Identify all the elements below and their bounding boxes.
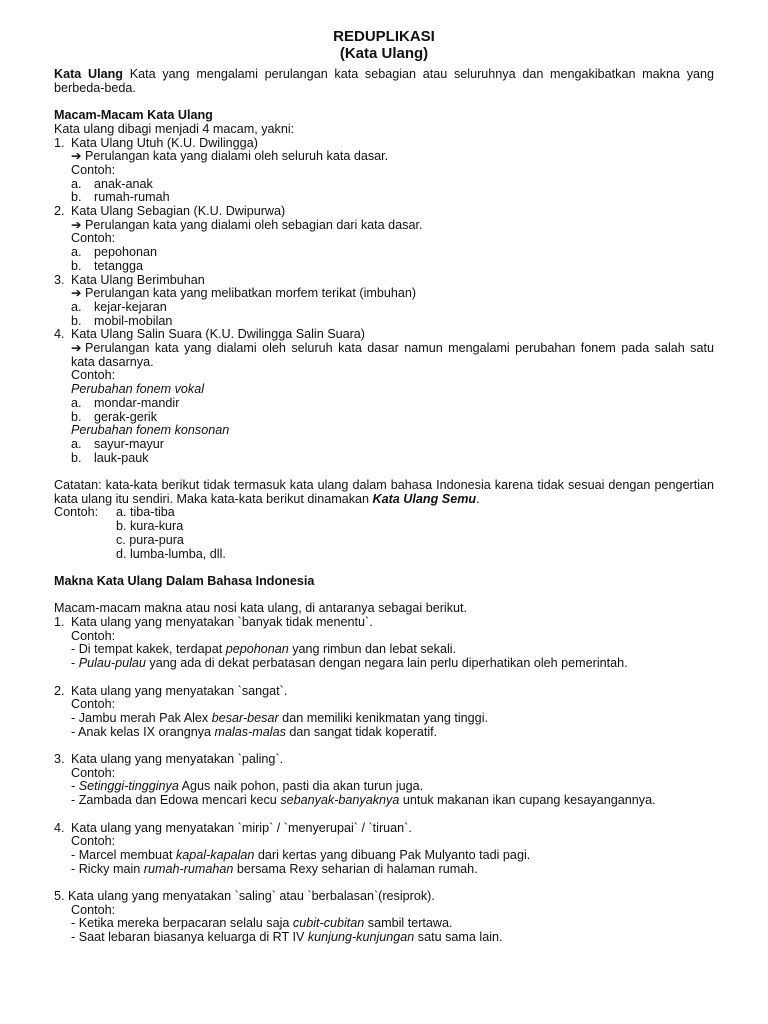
macam-item-4-body: ➔ Perulangan kata yang dialami oleh seluruh kata dasar namun mengalami perubahan fonem pada salah satu kata dasarnya. Contoh: Perubahan fonem vokal a. mondar-mandir b. gerak-gerik Perubahan fonem konsonan a. sayur-mayur b. lauk-pauk (71, 341, 714, 465)
macam-item-2: 2. Kata Ulang Sebagian (K.U. Dwipurwa) (54, 205, 714, 219)
macam-item-1: 1. Kata Ulang Utuh (K.U. Dwilingga) (54, 137, 714, 151)
list-item: a. mondar-mandir (71, 395, 180, 410)
example-sentence: - Saat lebaran biasanya keluarga di RT IV kunjung-kunjungan satu sama lain. (71, 930, 503, 945)
list-item: b. gerak-gerik (71, 409, 157, 424)
macam-item-3-body: ➔ Perulangan kata yang melibatkan morfem terikat (imbuhan) a. kejar-kejaran b. mobil-mobilan (54, 287, 714, 328)
list-item: b. lauk-pauk (71, 450, 149, 465)
example-sentence: - Ketika mereka berpacaran selalu saja cubit-cubitan sambil tertawa. (71, 916, 453, 931)
list-item: d. lumba-lumba, dll. (116, 546, 226, 561)
list-item: a. pepohonan (71, 245, 158, 260)
makna-item-4: 4. Kata ulang yang menyatakan `mirip` / `menyerupai` / `tiruan`. (54, 820, 412, 835)
example-sentence: - Pulau-pulau yang ada di dekat perbatasan dengan negara lain perlu diperhatikan oleh pemerintah. (71, 656, 628, 671)
example-sentence: - Zambada dan Edowa mencari kecu sebanyak-banyaknya untuk makanan ikan cupang kesayangannya. (71, 793, 656, 808)
semu-contoh: Contoh: a. tiba-tiba (54, 505, 175, 520)
macam-heading: Macam-Macam Kata Ulang (54, 108, 213, 123)
list-item: b. rumah-rumah (71, 190, 170, 205)
arrow-icon: ➔ (71, 217, 82, 232)
makna-lead: Macam-macam makna atau nosi kata ulang, di antaranya sebagai berikut. (54, 601, 468, 616)
example-sentence: - Anak kelas IX orangnya malas-malas dan sangat tidak koperatif. (71, 724, 438, 739)
arrow-icon: ➔ (71, 149, 82, 164)
macam-item-name: Kata Ulang Salin Suara (K.U. Dwilingga Salin Suara) (71, 327, 366, 342)
arrow-icon: ➔ (71, 286, 82, 301)
semu-list (54, 520, 714, 561)
list-item: c. pura-pura (116, 532, 184, 547)
list-item: a. kejar-kejaran (71, 299, 167, 314)
list-item: a. anak-anak (71, 176, 153, 191)
list-item: a. sayur-mayur (71, 436, 164, 451)
macam-item-4: 4. Kata Ulang Salin Suara (K.U. Dwilingga Salin Suara) (54, 328, 714, 342)
example-sentence: - Ricky main rumah-rumahan bersama Rexy seharian di halaman rumah. (71, 861, 478, 876)
macam-item-name: Kata Ulang Berimbuhan (71, 272, 205, 287)
macam-item-3: 3. Kata Ulang Berimbuhan (54, 274, 714, 288)
makna-item-5: 5. Kata ulang yang menyatakan `saling` atau `berbalasan`(resiprok). (54, 889, 435, 904)
title-line-2: (Kata Ulang) (339, 45, 429, 62)
kata-ulang-semu-term: Kata Ulang Semu (372, 491, 477, 506)
list-item: b. mobil-mobilan (71, 313, 173, 328)
title-line-1: REDUPLIKASI (333, 28, 435, 45)
list-item: a. tiba-tiba (116, 505, 175, 520)
example-sentence: - Setinggi-tingginya Agus naik pohon, pasti dia akan turun juga. (71, 779, 424, 794)
arrow-icon: ➔ (71, 341, 82, 356)
catatan-paragraph: Catatan: kata-kata berikut tidak termasuk kata ulang dalam bahasa Indonesia karena tidak sesuai dengan pengertian kata ulang itu sendiri. Maka kata-kata berikut dinamakan Kata Ulang Semu. (54, 478, 714, 506)
macam-item-name: Kata Ulang Sebagian (K.U. Dwipurwa) (71, 204, 286, 219)
makna-item-1: 1. Kata ulang yang menyatakan `banyak tidak menentu`. (54, 615, 373, 630)
macam-item-name: Kata Ulang Utuh (K.U. Dwilingga) (71, 135, 258, 150)
intro-text: Kata yang mengalami perulangan kata sebagian atau seluruhnya dan mengakibatkan makna yang berbeda-beda. (54, 67, 714, 95)
intro-paragraph (54, 68, 714, 95)
makna-item-2: 2. Kata ulang yang menyatakan `sangat`. (54, 683, 288, 698)
macam-item-2-body: ➔ Perulangan kata yang dialami oleh sebagian dari kata dasar. Contoh: a. pepohonan b. tetangga (54, 219, 714, 274)
makna-item-3: 3. Kata ulang yang menyatakan `paling`. (54, 752, 284, 767)
example-sentence: - Di tempat kakek, terdapat pepohonan yang rimbun dan lebat sekali. (71, 642, 457, 657)
example-sentence: - Jambu merah Pak Alex besar-besar dan memiliki kenikmatan yang tinggi. (71, 710, 488, 725)
list-item: b. tetangga (71, 258, 144, 273)
makna-heading: Makna Kata Ulang Dalam Bahasa Indonesia (54, 573, 315, 588)
konsonan-subheading: Perubahan fonem konsonan (71, 423, 230, 438)
page-title (54, 28, 714, 62)
document-page: REDUPLIKASI (Kata Ulang) Kata Ulang Kata yang mengalami perulangan kata sebagian atau seluruhnya dan mengakibatkan makna yang berbeda-beda. Macam-Macam Kata Ulang Kata ulang dibagi menjadi 4 macam, yakni: 1. Kata Ulang Utuh (K.U. Dwilingga) ➔ Perulangan kata yang dialami oleh seluruh kata dasar. Contoh: a. anak-anak b. rumah-rumah 2. Kata Ulang Sebagian (K.U. Dwipurwa) ➔ Perulangan kata yang dialami oleh sebagian dari kata dasar. Contoh: a. pepohonan b. tetangga 3. Kata Ulang Berimbuhan ➔ Perulangan kata yang melibatkan morfem terikat (imbuhan) a. kejar-kejaran b. mobil-mobilan 4. Kata Ulang Salin Suara (K.U. Dwilingga Salin Suara) ➔ Perulangan kata yang dialami oleh seluruh kata dasar namun mengalami perubahan fonem pada salah satu kata dasarnya. Contoh: Perubahan fonem vokal a. mondar-mandir b. gerak-gerik Perubahan fonem konsonan a. sayur-mayur b. lauk-pauk Catatan: kata-kata berikut tidak termasuk kata ulang dalam bahasa Indonesia karena tidak sesuai dengan pengertian kata ulang itu sendiri. Maka kata-kata berikut dinamakan Kata Ulang Semu. Contoh: a. tiba-tiba b. kura-kura c. pura-pura d. lumba-lumba, dll. Makna Kata Ulang Dalam Bahasa Indonesia Macam-macam makna atau nosi kata ulang, di antaranya sebagai berikut. 1. Kata ulang yang menyatakan `banyak tidak menentu`. Contoh: - Di tempat kakek, terdapat pepohonan yang rimbun dan lebat sekali. - Pulau-pulau yang ada di dekat perbatasan dengan negara lain perlu diperhatikan oleh pemerintah. 2. Kata ulang yang menyatakan `sangat`. Contoh: - Jambu merah Pak Alex besar-besar dan memiliki kenikmatan yang tinggi. - Anak kelas IX orangnya malas-malas dan sangat tidak koperatif. 3. Kata ulang yang menyatakan `paling`. Contoh: - Setinggi-tingginya Agus naik pohon, pasti dia akan turun juga. - Zambada dan Edowa mencari kecu sebanyak-banyaknya untuk makanan ikan cupang kesayangannya. 4. Kata ulang yang menyatakan `mirip` / `menyerupai` / `tiruan`. Contoh: - Marcel membuat kapal-kapalan dari kertas yang dibuang Pak Mulyanto tadi pagi. - Ricky main rumah-rumahan bersama Rexy seharian di halaman rumah. 5. Kata ulang yang menyatakan `saling` atau `berbalasan`(resiprok). Contoh: - Ketika mereka berpacaran selalu saja cubit-cubitan sambil tertawa. - Saat lebaran biasanya keluarga di RT IV kunjung-kunjungan satu sama lain. (54, 28, 714, 945)
vokal-subheading: Perubahan fonem vokal (71, 382, 205, 397)
macam-item-1-body: ➔ Perulangan kata yang dialami oleh seluruh kata dasar. Contoh: a. anak-anak b. rumah-rumah (54, 150, 714, 205)
example-sentence: - Marcel membuat kapal-kapalan dari kertas yang dibuang Pak Mulyanto tadi pagi. (71, 847, 531, 862)
intro-term: Kata Ulang (54, 67, 123, 81)
list-item: b. kura-kura (116, 519, 184, 534)
macam-lead: Kata ulang dibagi menjadi 4 macam, yakni: (54, 121, 295, 136)
